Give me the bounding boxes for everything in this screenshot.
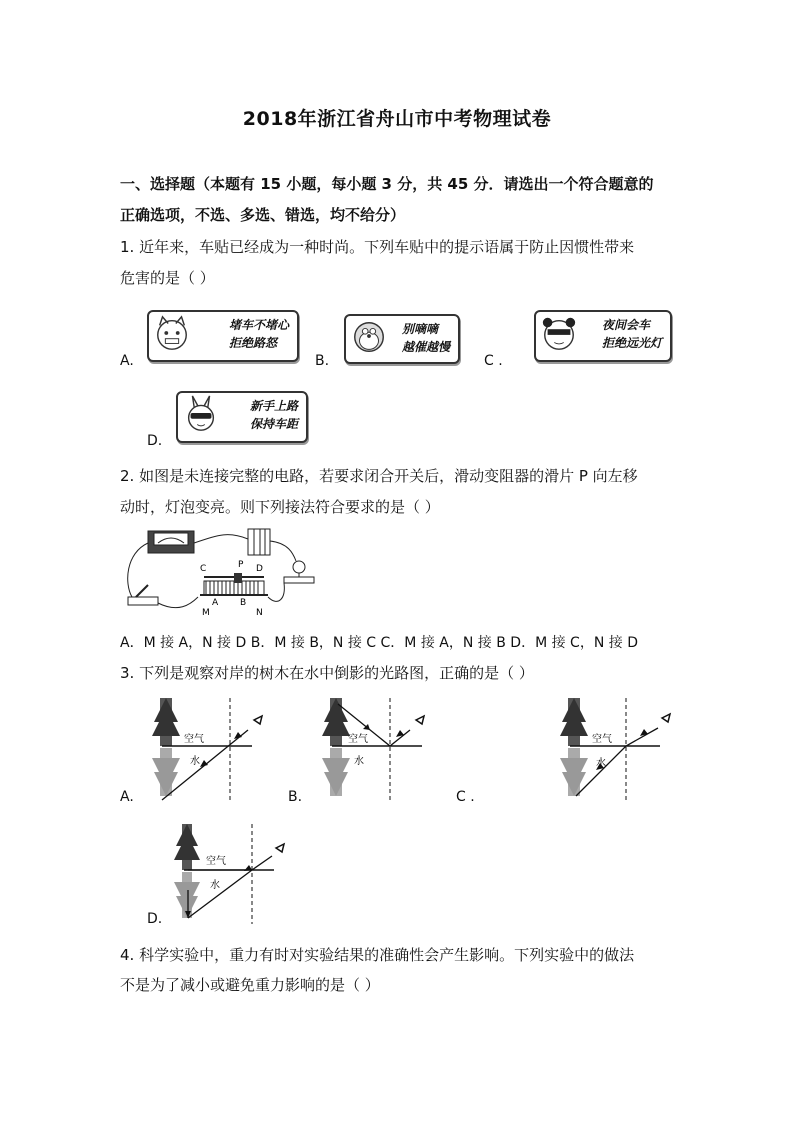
air-label: 空气 <box>348 734 368 745</box>
q3-option-d-label: D. <box>147 911 163 927</box>
wire-n-label: N <box>256 608 263 618</box>
cat-face-icon <box>153 314 191 352</box>
q1-sticker-b <box>344 314 460 364</box>
switch-icon <box>128 585 158 605</box>
air-label: 空气 <box>184 734 204 745</box>
terminal-a-label: A <box>212 598 219 608</box>
wire-switch-m <box>158 597 198 608</box>
eye-icon <box>276 844 284 852</box>
sticker-d-text1: 新手上路 <box>249 399 298 413</box>
eye-icon <box>416 716 424 724</box>
q1-option-d-label: D. <box>147 433 163 449</box>
battery-icon <box>248 529 270 555</box>
q3-diagram-c <box>550 696 682 804</box>
rheostat-icon <box>200 573 268 595</box>
q3-diagram-a <box>142 696 274 804</box>
tree-icon <box>560 698 588 796</box>
page-title: 2018年浙江省舟山市中考物理试卷 <box>242 108 552 130</box>
eye-icon <box>662 714 670 722</box>
water-label: 水 <box>596 758 606 769</box>
wire-battery-lamp <box>270 541 296 561</box>
slider-p-label: P <box>238 560 244 570</box>
terminal-d-label: D <box>256 564 263 574</box>
q1-sticker-a <box>147 310 299 362</box>
terminal-c-label: C <box>200 564 207 574</box>
ammeter-icon <box>148 531 194 553</box>
sticker-c-text2: 拒绝远光灯 <box>601 336 662 350</box>
q1-stem-line2: 危害的是（ ） <box>120 269 215 287</box>
sticker-c-text1: 夜间会车 <box>601 318 650 332</box>
sticker-b-text1: 别嘀嘀 <box>401 322 438 336</box>
q4-stem-line1: 4. 科学实验中，重力有时对实验结果的准确性会产生影响。下列实验中的做法 <box>120 946 635 964</box>
q1-stem-line1: 1. 近年来，车贴已经成为一种时尚。下列车贴中的提示语属于防止因惯性带来 <box>120 238 635 256</box>
sticker-a-text1: 堵车不堵心 <box>228 318 289 332</box>
q1-option-a-label: A. <box>120 353 134 369</box>
q3-option-a-label: A. <box>120 789 134 805</box>
water-label: 水 <box>190 756 200 767</box>
wire-ammeter-battery <box>194 535 248 543</box>
q2-stem-line2: 动时，灯泡变亮。则下列接法符合要求的是（ ） <box>120 498 440 516</box>
air-label: 空气 <box>206 856 226 867</box>
q3-option-b-label: B. <box>288 789 303 805</box>
eye-icon <box>254 716 262 724</box>
wire-n-lamp <box>268 583 284 601</box>
tree-icon <box>174 824 200 918</box>
q3-option-c-label: C . <box>456 789 475 805</box>
q2-circuit-diagram <box>118 523 338 623</box>
sticker-b-text2: 越催越慢 <box>401 340 450 354</box>
water-label: 水 <box>354 756 364 767</box>
doraemon-face-icon <box>350 318 388 356</box>
tree-icon <box>322 698 350 796</box>
air-label: 空气 <box>592 734 612 745</box>
panda-face-icon <box>540 314 578 352</box>
lamp-icon <box>284 561 314 583</box>
wire-m-label: M <box>202 608 210 618</box>
q3-diagram-d <box>168 820 300 926</box>
rabbit-face-icon <box>182 395 220 433</box>
tree-icon <box>152 698 180 796</box>
water-label: 水 <box>210 880 220 891</box>
q1-option-c-label: C . <box>484 353 503 369</box>
q3-diagram-b <box>312 696 444 804</box>
sticker-d-text2: 保持车距 <box>249 417 298 431</box>
q1-sticker-c <box>534 310 672 362</box>
section-heading-line1: 一、选择题（本题有 15 小题，每小题 3 分，共 45 分．请选出一个符合题意的 <box>120 175 654 193</box>
q1-option-b-label: B. <box>315 353 330 369</box>
q3-stem: 3. 下列是观察对岸的树木在水中倒影的光路图，正确的是（ ） <box>120 664 534 682</box>
q4-stem-line2: 不是为了减小或避免重力影响的是（ ） <box>120 976 380 994</box>
terminal-b-label: B <box>240 598 247 608</box>
q2-stem-line1: 2. 如图是未连接完整的电路，若要求闭合开关后，滑动变阻器的滑片 P 向左移 <box>120 467 638 485</box>
section-heading-line2: 正确选项，不选、多选、错选，均不给分） <box>120 206 406 224</box>
q2-options: A．M 接 A，N 接 D B．M 接 B，N 接 C C．M 接 A，N 接 B D．M 接 C，N 接 D <box>120 635 638 651</box>
q1-sticker-d <box>176 391 308 443</box>
sticker-a-text2: 拒绝路怒 <box>228 336 277 350</box>
